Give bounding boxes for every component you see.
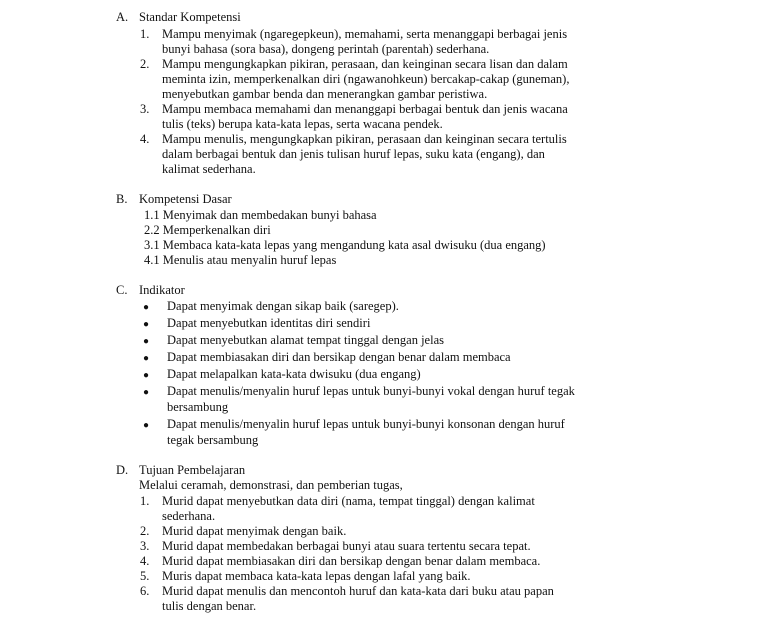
section-b-title: Kompetensi Dasar [139, 192, 232, 206]
section-d-title: Tujuan Pembelajaran [139, 463, 246, 477]
a-item-1-line-2: bunyi bahasa (sora basa), dongeng perintah (parentah) sederhana. [162, 42, 490, 56]
c-item-6-line-2: bersambung [167, 400, 229, 414]
d-item-6-line-1: Murid dapat menulis dan mencontoh huruf dan kata-kata dari buku atau papan [162, 584, 554, 598]
a-item-2-line-3: menyebutkan gambar benda dan menerangkan gambar peristiwa. [162, 87, 488, 101]
a-item-3-line-1: Mampu membaca memahami dan menanggapi berbagai bentuk dan jenis wacana [162, 102, 568, 116]
c-item-1-line-1: Dapat menyimak dengan sikap baik (saregep). [167, 299, 399, 313]
c-item-7-line-2: tegak bersambung [167, 433, 259, 447]
d-item-6-line-2: tulis dengan benar. [162, 599, 257, 613]
c-item-5-line-1: Dapat melapalkan kata-kata dwisuku (dua engang) [167, 367, 421, 381]
c-item-6-line-1: Dapat menulis/menyalin huruf lepas untuk bunyi-bunyi vokal dengan huruf tegak [167, 384, 575, 398]
a-item-4-number: 4. [140, 132, 150, 146]
section-c-title: Indikator [139, 283, 185, 297]
d-intro: Melalui ceramah, demonstrasi, dan pemberian tugas, [139, 478, 403, 492]
d-item-4-number: 4. [140, 554, 150, 568]
a-item-4-line-2: dalam berbagai bentuk dan jenis tulisan huruf lepas, suku kata (engang), dan [162, 147, 545, 161]
section-b-letter: B. [116, 192, 128, 206]
c-item-7-line-1: Dapat menulis/menyalin huruf lepas untuk bunyi-bunyi konsonan dengan huruf [167, 417, 565, 431]
d-item-2-line-1: Murid dapat menyimak dengan baik. [162, 524, 347, 538]
d-item-5-number: 5. [140, 569, 150, 583]
bullet-icon: ● [143, 420, 150, 431]
section-d-letter: D. [116, 463, 129, 477]
d-item-5-line-1: Muris dapat membaca kata-kata lepas dengan lafal yang baik. [162, 569, 471, 583]
b-item-1: 1.1 Menyimak dan membedakan bunyi bahasa [144, 208, 377, 222]
a-item-4-line-1: Mampu menulis, mengungkapkan pikiran, perasaan dan keinginan secara tertulis [162, 132, 567, 146]
d-item-4-line-1: Murid dapat membiasakan diri dan bersikap dengan benar dalam membaca. [162, 554, 541, 568]
d-item-6-number: 6. [140, 584, 150, 598]
d-item-3-line-1: Murid dapat membedakan berbagai bunyi atau suara tertentu secara tepat. [162, 539, 531, 553]
d-item-1-line-2: sederhana. [162, 509, 216, 523]
d-item-2-number: 2. [140, 524, 150, 538]
a-item-4-line-3: kalimat sederhana. [162, 162, 256, 176]
d-item-3-number: 3. [140, 539, 150, 553]
d-item-1-number: 1. [140, 494, 150, 508]
b-item-2: 2.2 Memperkenalkan diri [144, 223, 271, 237]
bullet-icon: ● [143, 302, 150, 313]
c-item-3-line-1: Dapat menyebutkan alamat tempat tinggal dengan jelas [167, 333, 444, 347]
a-item-3-number: 3. [140, 102, 150, 116]
c-item-2-line-1: Dapat menyebutkan identitas diri sendiri [167, 316, 371, 330]
bullet-icon: ● [143, 387, 150, 398]
section-c-letter: C. [116, 283, 128, 297]
a-item-3-line-2: tulis (teks) berupa kata-kata lepas, serta wacana pendek. [162, 117, 443, 131]
d-item-1-line-1: Murid dapat menyebutkan data diri (nama, tempat tinggal) dengan kalimat [162, 494, 535, 508]
a-item-2-line-2: meminta izin, memperkenalkan diri (ngawanohkeun) bercakap-cakap (guneman), [162, 72, 570, 86]
bullet-icon: ● [143, 370, 150, 381]
a-item-2-number: 2. [140, 57, 150, 71]
bullet-icon: ● [143, 353, 150, 364]
b-item-3: 3.1 Membaca kata-kata lepas yang mengandung kata asal dwisuku (dua engang) [144, 238, 546, 252]
bullet-icon: ● [143, 319, 150, 330]
a-item-1-number: 1. [140, 27, 150, 41]
b-item-4: 4.1 Menulis atau menyalin huruf lepas [144, 253, 337, 267]
section-a-letter: A. [116, 10, 129, 24]
section-a-title: Standar Kompetensi [139, 10, 241, 24]
a-item-2-line-1: Mampu mengungkapkan pikiran, perasaan, dan keinginan secara lisan dan dalam [162, 57, 568, 71]
c-item-4-line-1: Dapat membiasakan diri dan bersikap dengan benar dalam membaca [167, 350, 511, 364]
bullet-icon: ● [143, 336, 150, 347]
a-item-1-line-1: Mampu menyimak (ngaregepkeun), memahami, serta menanggapi berbagai jenis [162, 27, 568, 41]
